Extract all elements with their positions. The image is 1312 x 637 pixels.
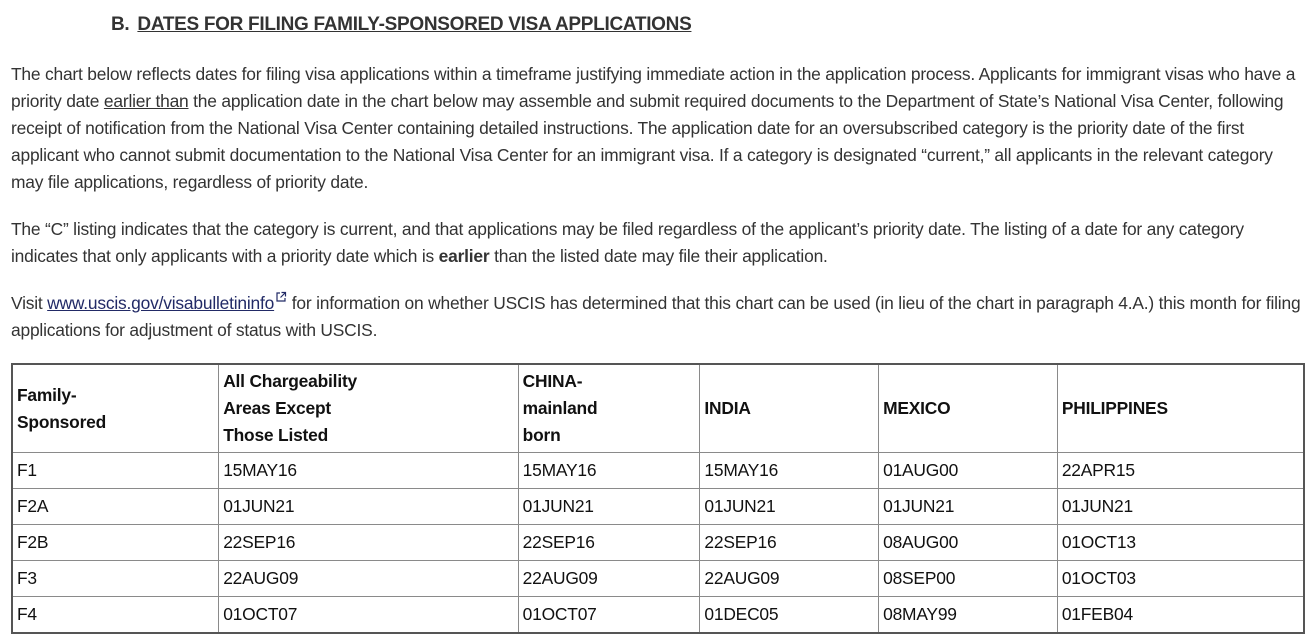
current-text-part1: The “C” listing indicates that the category is current, and that applications may be filed regardless of the applicant’s priority date. The listing of a date for any category indicates that only applicants with a priority date which is xyxy=(11,219,1244,266)
category-cell: F1 xyxy=(12,453,219,489)
intro-text-part2: the application date in the chart below may assemble and submit required documents to the Department of State’s National Visa Center, following receipt of notification from the National Visa Center containing detailed instructions. The application date for an oversubscribed category is the priority date of the first applicant who cannot submit documentation to the National Visa Center for an immigrant visa. If a category is designated “current,” all applicants in the relevant category may file applications, regardless of priority date. xyxy=(11,91,1284,192)
uscis-text-part2: for information on whether USCIS has determined that this chart can be used (in lieu of the chart in paragraph 4.A.) this month for filing applications for adjustment of status with USCIS. xyxy=(11,293,1301,340)
date-cell: 08MAY99 xyxy=(879,597,1058,634)
date-cell: 01OCT07 xyxy=(219,597,518,634)
date-cell: 22AUG09 xyxy=(518,561,700,597)
table-row xyxy=(12,489,1304,525)
uscis-paragraph xyxy=(11,290,1301,344)
current-bold-text: earlier xyxy=(438,246,490,266)
table-header-cell: CHINA- mainland born xyxy=(518,364,700,453)
date-cell: 01JUN21 xyxy=(700,489,879,525)
uscis-link[interactable]: www.uscis.gov/visabulletininfo xyxy=(47,293,275,313)
current-listing-paragraph xyxy=(11,216,1301,270)
date-cell: 01OCT13 xyxy=(1057,525,1304,561)
table-row xyxy=(12,597,1304,634)
category-cell: F2B xyxy=(12,525,219,561)
table-row xyxy=(12,525,1304,561)
date-cell: 01JUN21 xyxy=(219,489,518,525)
date-cell: 01JUN21 xyxy=(879,489,1058,525)
date-cell: 01DEC05 xyxy=(700,597,879,634)
intro-underlined-text: earlier than xyxy=(103,91,189,111)
date-cell: 01FEB04 xyxy=(1057,597,1304,634)
date-cell: 22APR15 xyxy=(1057,453,1304,489)
date-cell: 01OCT03 xyxy=(1057,561,1304,597)
intro-text-part1: The chart below reflects dates for filing visa applications within a timeframe justifying immediate action in the application process. Applicants for immigrant visas who have a priority date xyxy=(11,64,1296,111)
date-cell: 22AUG09 xyxy=(700,561,879,597)
external-link-icon[interactable] xyxy=(275,291,287,303)
table-header-row xyxy=(12,364,1304,453)
table-header-cell: All Chargeability Areas Except Those Listed xyxy=(219,364,518,453)
date-cell: 15MAY16 xyxy=(219,453,518,489)
date-cell: 22SEP16 xyxy=(700,525,879,561)
table-header-cell: INDIA xyxy=(700,364,879,453)
section-title: DATES FOR FILING FAMILY-SPONSORED VISA APPLICATIONS xyxy=(137,14,692,35)
date-cell: 01AUG00 xyxy=(879,453,1058,489)
intro-paragraph xyxy=(11,61,1301,196)
table-header-cell: PHILIPPINES xyxy=(1057,364,1304,453)
date-cell: 01JUN21 xyxy=(1057,489,1304,525)
date-cell: 15MAY16 xyxy=(700,453,879,489)
section-heading xyxy=(111,14,691,36)
date-cell: 22SEP16 xyxy=(219,525,518,561)
table-header-cell: MEXICO xyxy=(879,364,1058,453)
current-text-part2: than the listed date may file their application. xyxy=(489,246,828,266)
table-header-cell: Family- Sponsored xyxy=(12,364,219,453)
table-row xyxy=(12,453,1304,489)
category-cell: F4 xyxy=(12,597,219,634)
table-row xyxy=(12,561,1304,597)
category-cell: F2A xyxy=(12,489,219,525)
date-cell: 22SEP16 xyxy=(518,525,700,561)
date-cell: 01JUN21 xyxy=(518,489,700,525)
filing-dates-table xyxy=(11,363,1305,634)
date-cell: 08AUG00 xyxy=(879,525,1058,561)
uscis-text-part1: Visit xyxy=(11,293,48,313)
date-cell: 15MAY16 xyxy=(518,453,700,489)
section-letter: B. xyxy=(111,14,130,35)
date-cell: 08SEP00 xyxy=(879,561,1058,597)
date-cell: 22AUG09 xyxy=(219,561,518,597)
date-cell: 01OCT07 xyxy=(518,597,700,634)
category-cell: F3 xyxy=(12,561,219,597)
